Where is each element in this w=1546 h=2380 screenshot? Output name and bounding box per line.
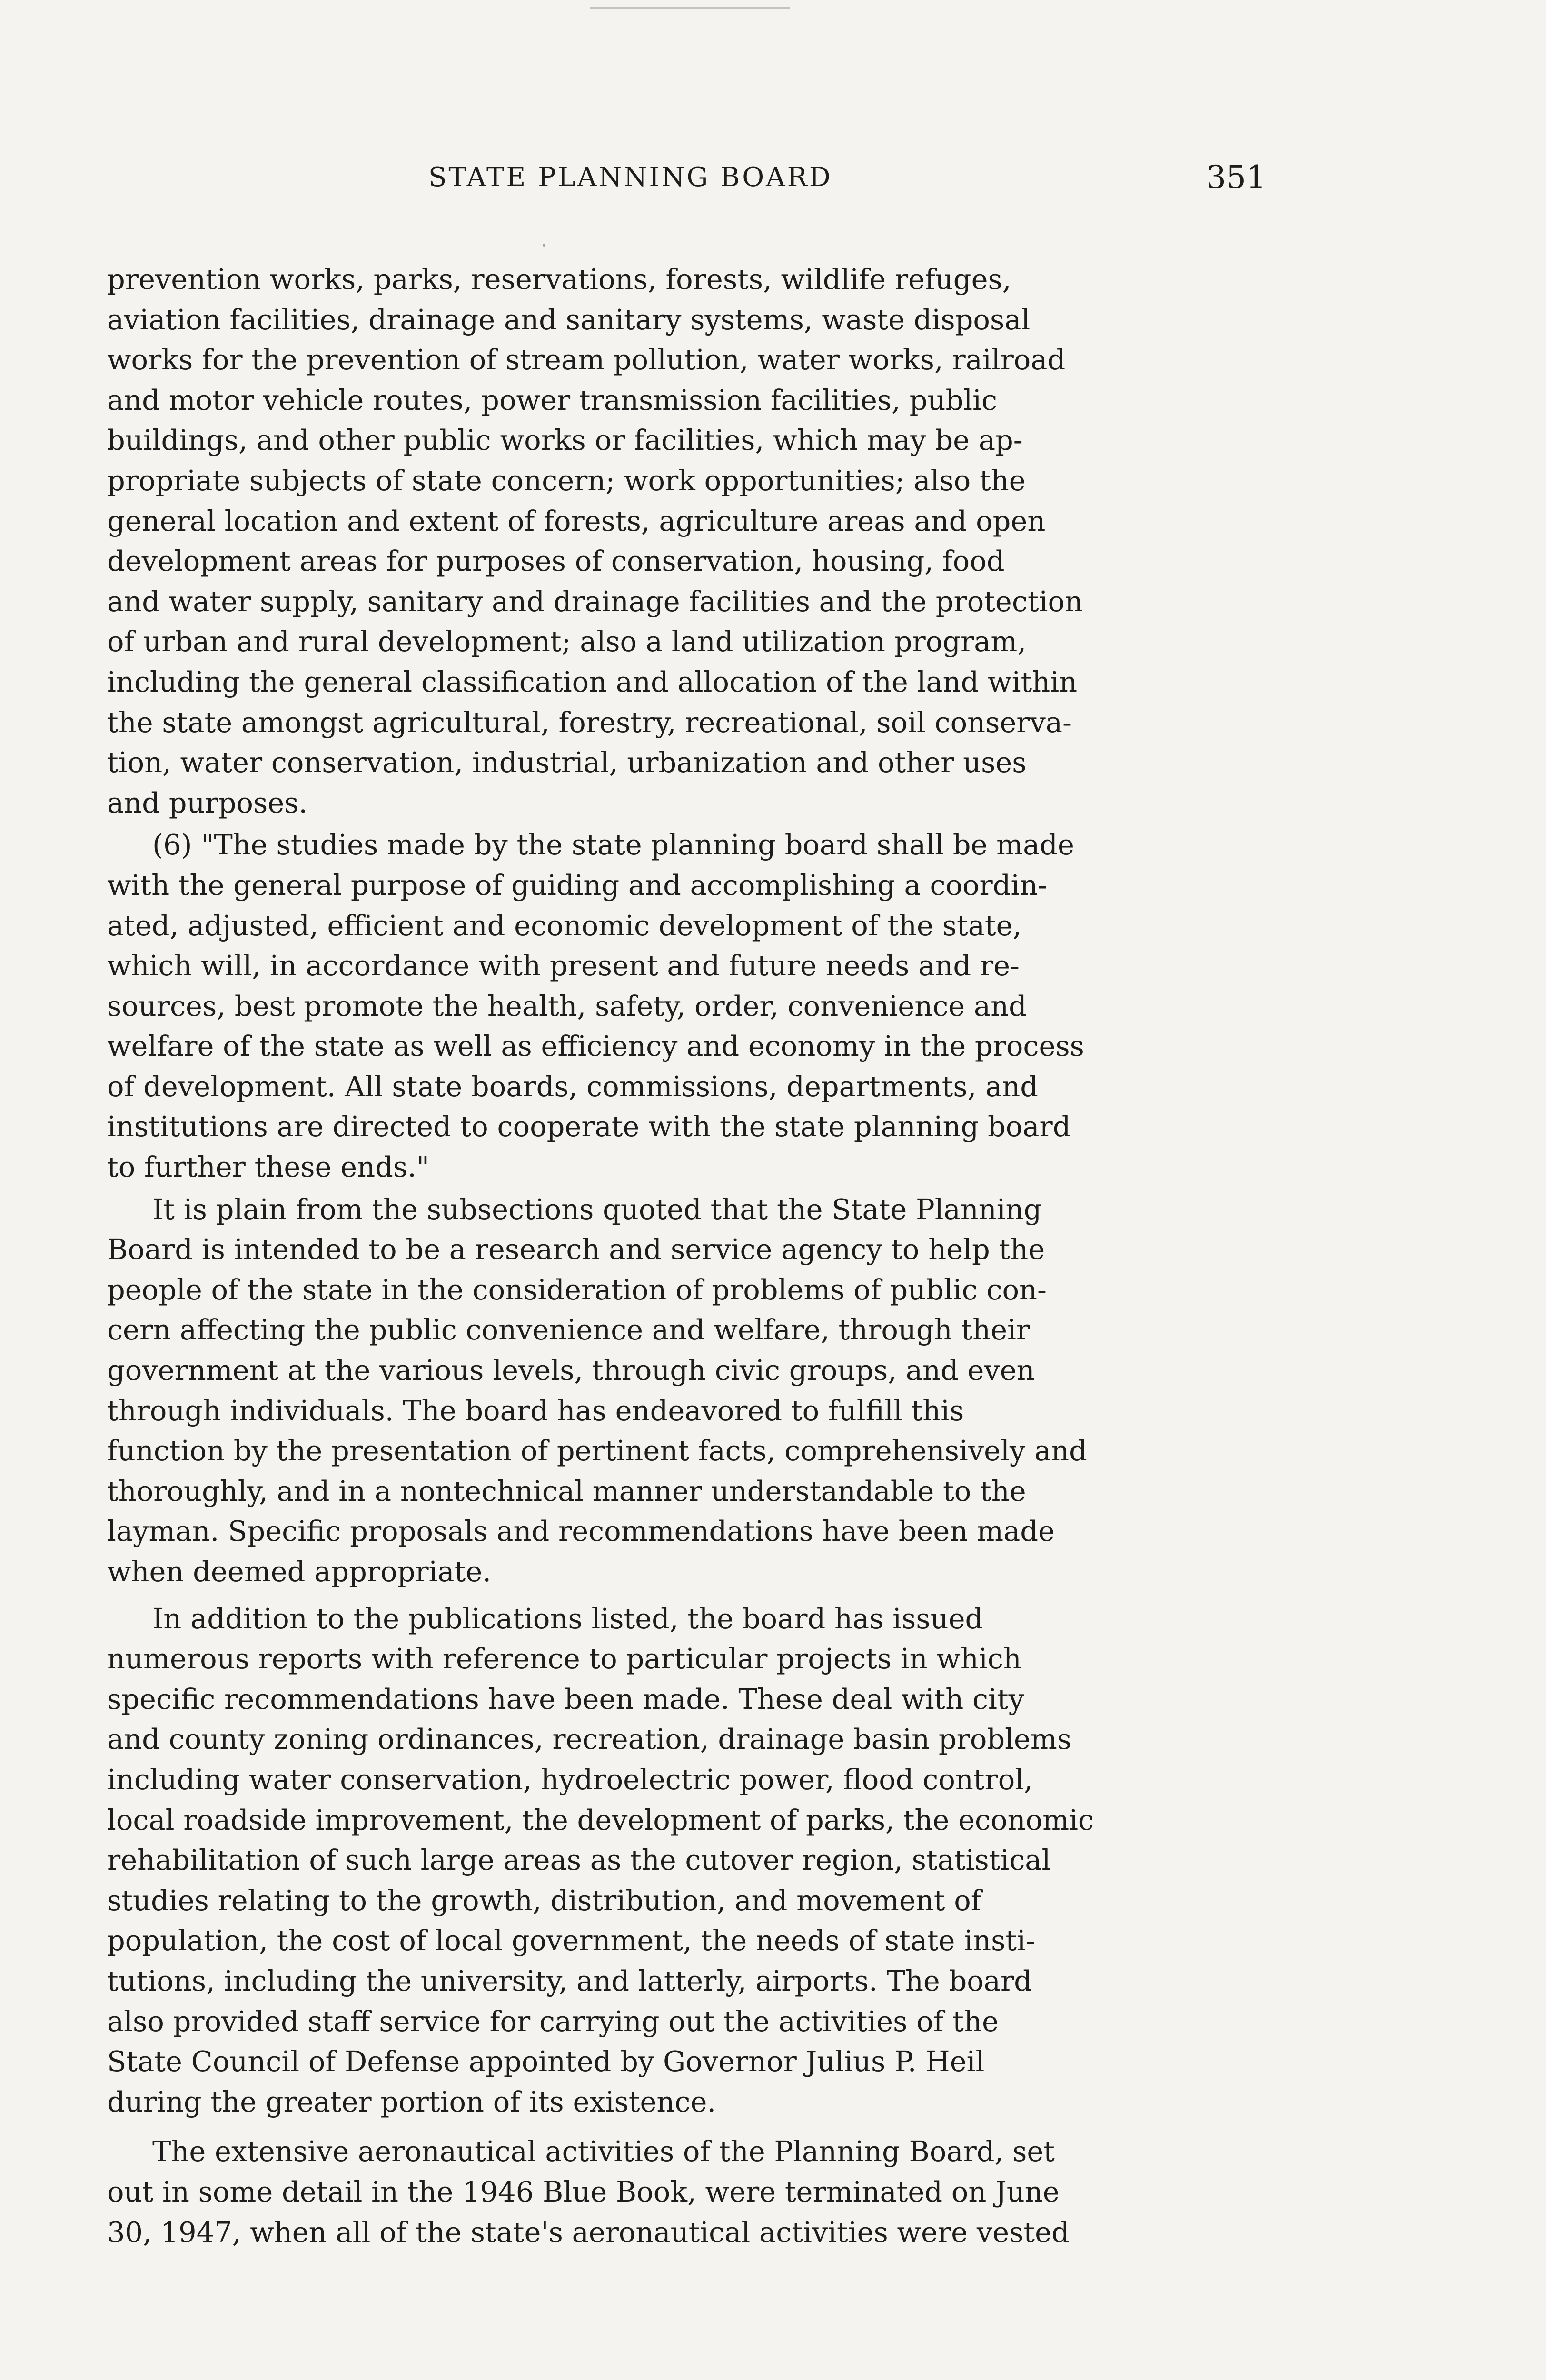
body-text: [107, 259, 1254, 2252]
paragraph-aeronautical-activities: The extensive aeronautical activities of the Planning Board, set out in some detail in the 1946 Blue Book, were terminated on June 30, 1947, when all of the state's aeronautical activities were vested: [107, 2135, 1070, 2249]
paragraph-quoted-subsection-6: (6) "The studies made by the state planning board shall be made with the general purpose of guiding and accomplishing a coordin- ated, adjusted, efficient and economic development of the state, which will, in accordance with present and future needs and re- sources, best promote the health, safety, order, convenience and welfare of the state as well as efficiency and economy in the process of development. All state boards, commissions, departments, and institutions are directed to cooperate with the state planning board to further these ends.": [107, 828, 1084, 1184]
paragraph-research-agency: It is plain from the subsections quoted that the State Planning Board is intended to be a research and service agency to help the people of the state in the consideration of problems of public con- cern affecting the public convenience and welfare, through their government at the various levels, through civic groups, and even through individuals. The board has endeavored to fulfill this function by the presentation of pertinent facts, comprehensively and thoroughly, and in a nontechnical manner understandable to the layman. Specific proposals and recommendations have been made when deemed appropriate.: [107, 1192, 1087, 1588]
scan-artifact-top: [590, 7, 790, 9]
scan-artifact-dot: [543, 244, 545, 247]
page-number: 351: [1206, 159, 1266, 196]
paragraph-reports-issued: In addition to the publications listed, the board has issued numerous reports with reference to particular projects in which specific recommendations have been made. These deal with city and county zoning ordinances, recreation, drainage basin problems including water conservation, hydroelectric power, flood control, local roadside improvement, the development of parks, the economic rehabilitation of such large areas as the cutover region, statistical studies relating to the growth, distribution, and movement of population, the cost of local government, the needs of state insti- tutions, including the university, and latterly, airports. The board also provided staff service for carrying out the activities of the State Council of Defense appointed by Governor Julius P. Heil during the greater portion of its existence.: [107, 1602, 1094, 2118]
paragraph-continued: prevention works, parks, reservations, forests, wildlife refuges, aviation facilities, drainage and sanitary systems, waste disposal works for the prevention of stream pollution, water works, railroad and motor vehicle routes, power transmission facilities, public buildings, and other public works or facilities, which may be ap- propriate subjects of state concern; work opportunities; also the general location and extent of forests, agriculture areas and open development areas for purposes of conservation, housing, food and water supply, sanitary and drainage facilities and the protection of urban and rural development; also a land utilization program, including the general classification and allocation of the land within the state amongst agricultural, forestry, recreational, soil conserva- tion, water conservation, industrial, urbanization and other uses and purposes.: [107, 263, 1083, 819]
running-head-title: STATE PLANNING BOARD: [428, 162, 832, 193]
running-head: [109, 159, 1266, 200]
